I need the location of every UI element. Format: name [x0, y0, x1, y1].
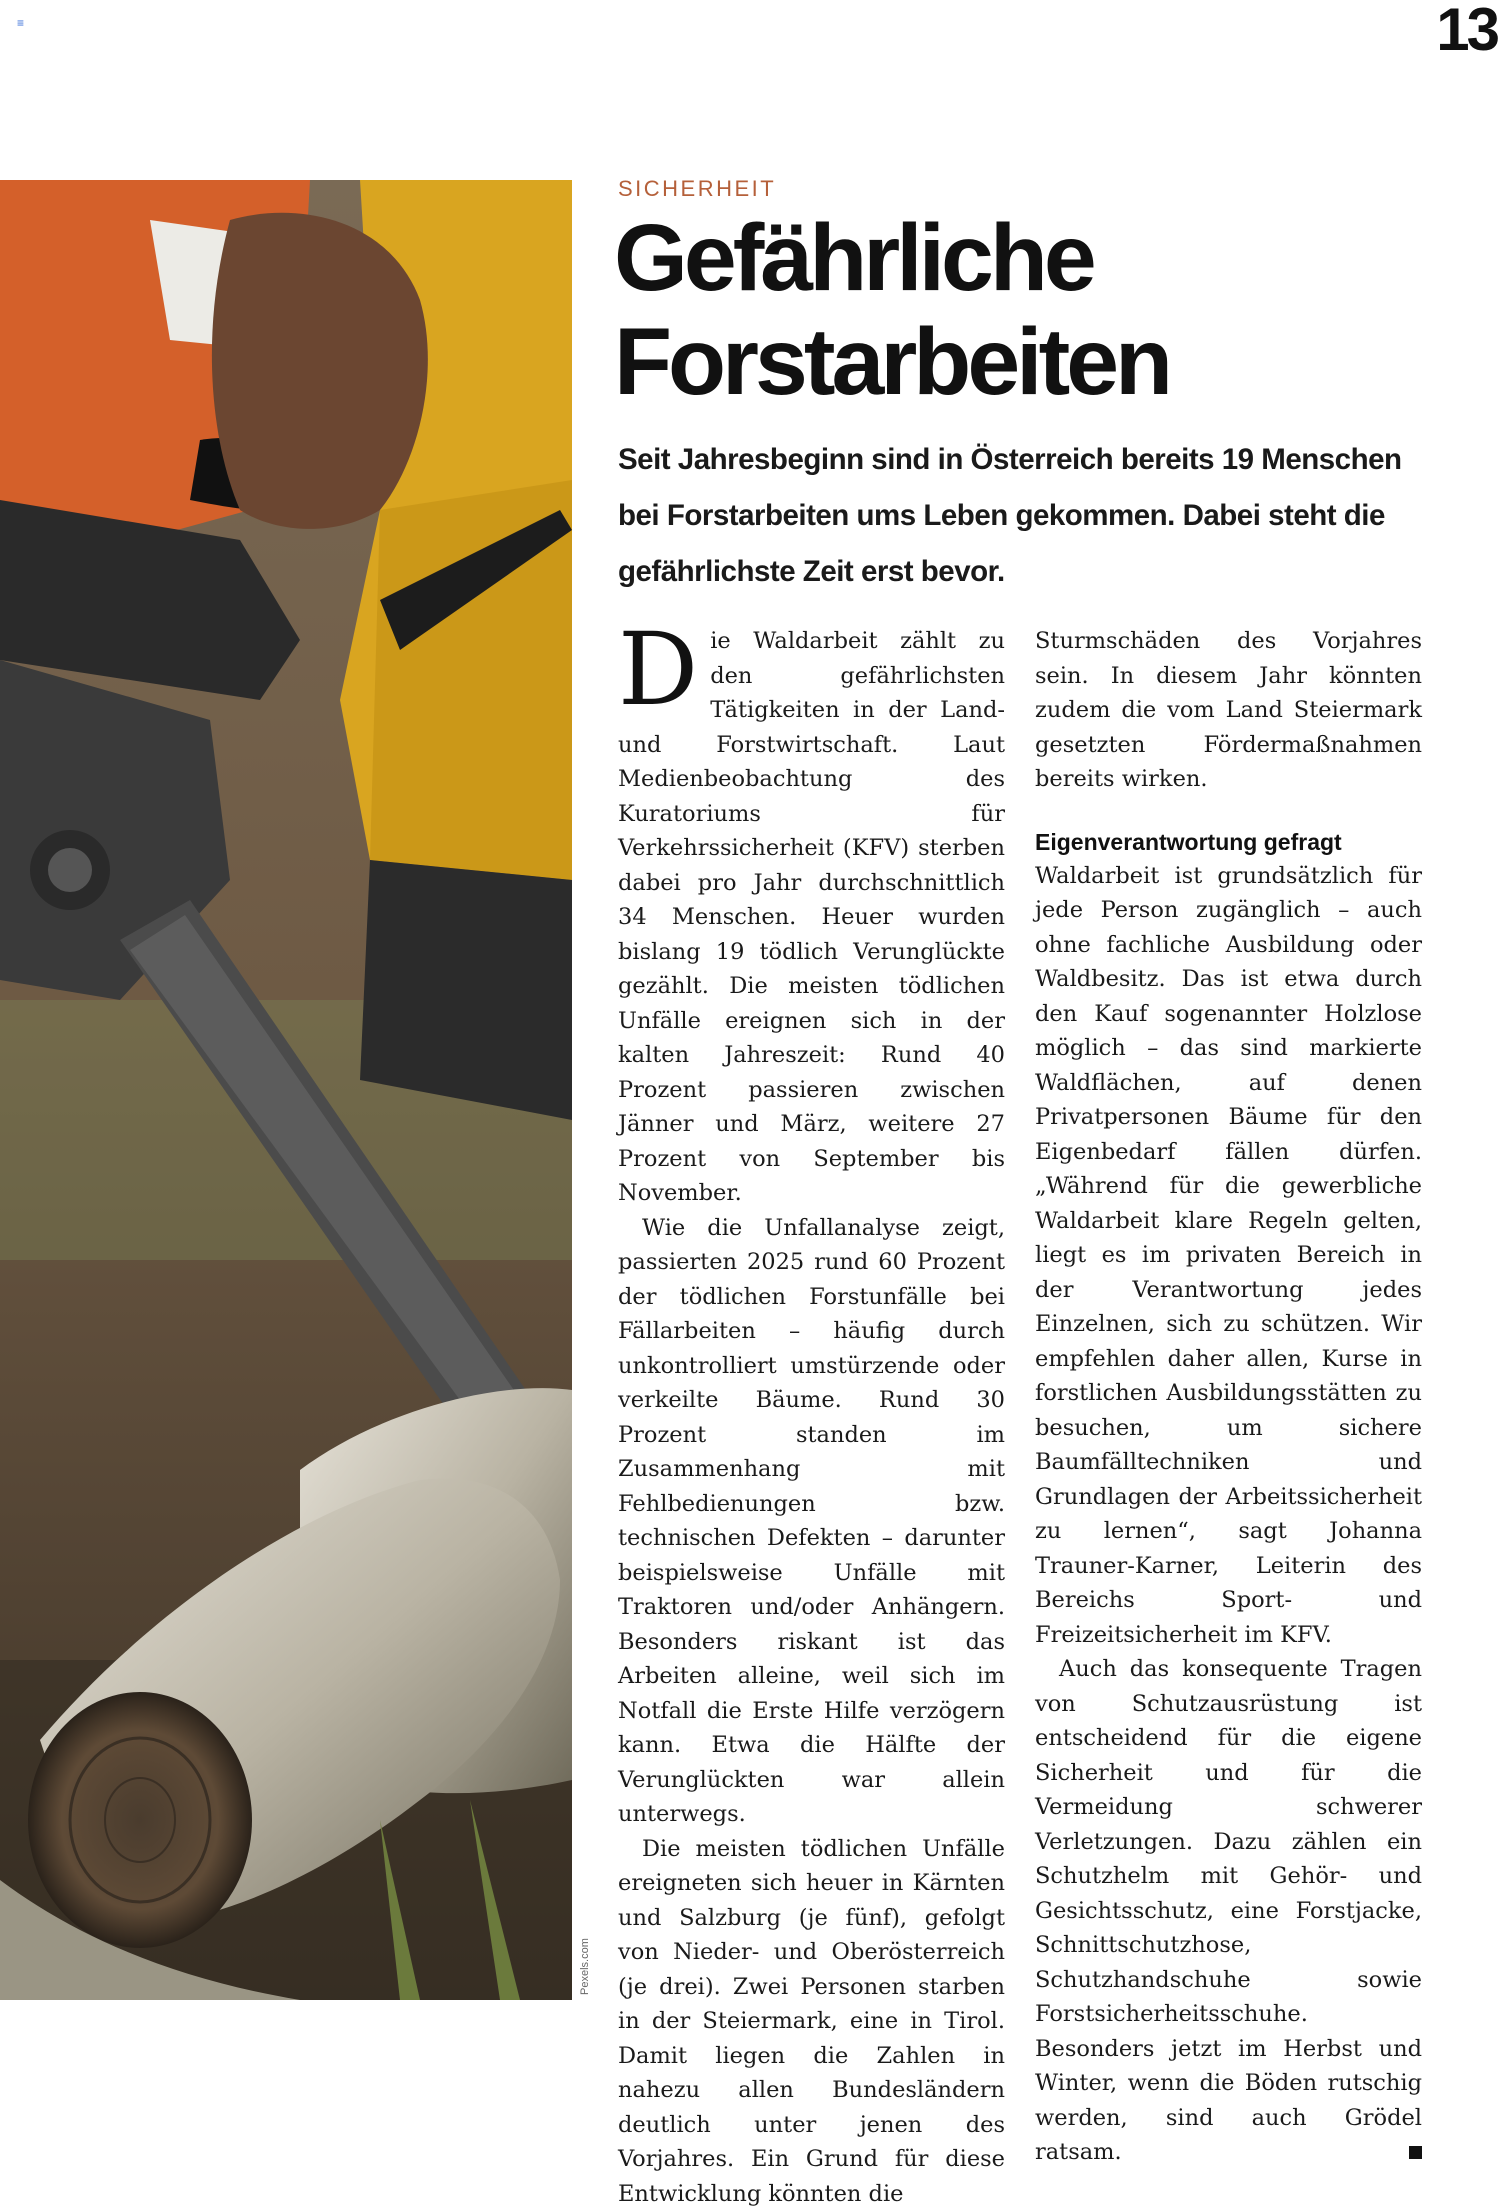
- photo-credit-text: Pexels.com: [579, 1938, 591, 1995]
- body-column-1: [618, 624, 1005, 2211]
- body-paragraph-6-text: Auch das konsequente Tragen von Schutzausrüstung ist entscheidend für die eigene Sicherheit und für die Vermeidung schwerer Verletzungen. Dazu zählen ein Schutzhelm mit Gehör- und Gesichtsschutz, eine Forstjacke, Schnittschutzhose, Schutzhandschuhe sowie Forstsicherheitsschuhe. Besonders jetzt im Herbst und Winter, wenn die Böden rutschig werden, sind auch Grödel ratsam.: [1035, 1656, 1422, 2165]
- body-paragraph-5: Waldarbeit ist grundsätzlich für jede Person zugänglich – auch ohne fachliche Ausbildung oder Waldbesitz. Das ist etwa durch den Kauf sogenannter Holzlose möglich – das sind markierte Waldflächen, auf denen Privatpersonen Bäume für den Eigenbedarf fällen dürfen. „Während für die gewerbliche Waldarbeit klare Regeln gelten, liegt es im privaten Bereich in der Verantwortung jedes Einzelnen, sich zu schützen. Wir empfehlen daher allen, Kurse in forstlichen Ausbildungsstätten zu besuchen, um sichere Baumfälltechniken und Grundlagen der Arbeitssicherheit zu lernen“, sagt Johanna Trauner-Karner, Leiterin des Bereichs Sport- und Freizeitsicherheit im KFV.: [1035, 859, 1422, 1653]
- headline-line-2: Forstarbeiten: [614, 309, 1169, 415]
- body-paragraph-4: Sturmschäden des Vorjahres sein. In diesem Jahr könnten zudem die vom Land Steiermark gesetzten Fördermaßnahmen bereits wirken.: [1035, 624, 1422, 797]
- headline: [614, 206, 1474, 414]
- end-mark: [1409, 2146, 1422, 2159]
- body-paragraph-3: Die meisten tödlichen Unfälle ereigneten sich heuer in Kärnten und Salzburg (je fünf), gefolgt von Nieder- und Oberösterreich (je drei). Zwei Personen starben in der Steiermark, eine in Tirol. Damit liegen die Zahlen in nahezu allen Bundesländern deutlich unter jenen des Vorjahres. Ein Grund für diese Entwicklung könnten die: [618, 1832, 1005, 2211]
- body-paragraph-6: [1035, 1652, 1422, 2170]
- kicker: SICHERHEIT: [618, 176, 776, 202]
- body-column-2: [1035, 624, 1422, 2170]
- drop-cap: D: [618, 628, 698, 712]
- chainsaw-photo: [0, 180, 572, 2000]
- page-number: 13: [1436, 0, 1497, 60]
- lead-paragraph: Seit Jahresbeginn sind in Österreich bereits 19 Menschen bei Forstarbeiten ums Leben gekommen. Dabei steht die gefährlichste Zeit erst bevor.: [618, 432, 1438, 600]
- body-paragraph-1-text: ie Waldarbeit zählt zu den gefährlichsten Tätigkeiten in der Land- und Forstwirtschaft. Laut Medienbeobachtung des Kuratoriums für Verkehrssicherheit (KFV) sterben dabei pro Jahr durchschnittlich 34 Menschen. Heuer wurden bislang 19 tödlich Verunglückte gezählt. Die meisten tödlichen Unfälle ereignen sich in der kalten Jahreszeit: Rund 40 Prozent passieren zwischen Jänner und März, weitere 27 Prozent von September bis November.: [618, 628, 1005, 1206]
- page-marker: ≡: [17, 17, 24, 29]
- photo-credit: [575, 1855, 595, 1995]
- body-paragraph-1: [618, 624, 1005, 1211]
- subheading: Eigenverantwortung gefragt: [1035, 825, 1422, 859]
- headline-line-1: Gefährliche: [614, 205, 1093, 311]
- body-paragraph-2: Wie die Unfallanalyse zeigt, passierten 2025 rund 60 Prozent der tödlichen Forstunfälle bei Fällarbeiten – häufig durch unkontrolliert umstürzende oder verkeilte Bäume. Rund 30 Prozent standen im Zusammenhang mit Fehlbedienungen bzw. technischen Defekten – darunter beispielsweise Unfälle mit Traktoren und/oder Anhängern. Besonders riskant ist das Arbeiten alleine, weil sich im Notfall die Erste Hilfe verzögern kann. Etwa die Hälfte der Verunglückten war allein unterwegs.: [618, 1211, 1005, 1832]
